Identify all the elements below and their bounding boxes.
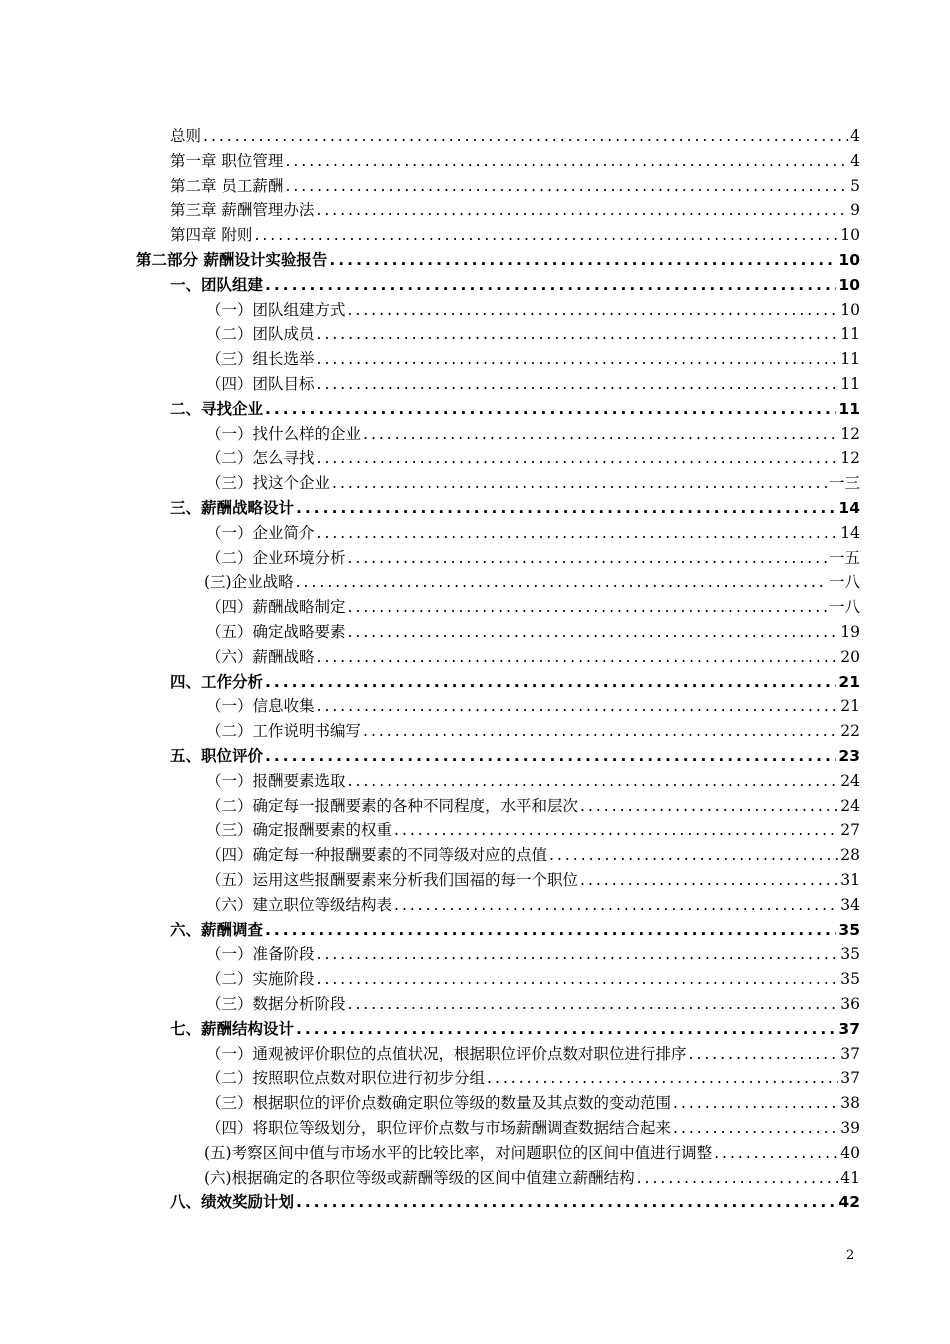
toc-entry-title: （六）建立职位等级结构表 <box>206 895 393 914</box>
toc-entry[interactable] <box>206 719 860 744</box>
toc-entry[interactable] <box>206 422 860 447</box>
toc-entry-title: 八、绩效奖励计划 <box>170 1193 295 1212</box>
toc-entry-page: 一八 <box>828 573 860 592</box>
toc-entry[interactable] <box>206 521 860 546</box>
toc-entry[interactable] <box>206 893 860 918</box>
toc-dot-leader <box>348 620 839 645</box>
toc-dot-leader <box>348 595 827 620</box>
toc-entry[interactable] <box>170 1017 860 1042</box>
toc-entry[interactable] <box>206 471 860 496</box>
toc-entry[interactable] <box>206 347 860 372</box>
toc-entry[interactable] <box>170 744 860 769</box>
toc-entry[interactable] <box>170 149 860 174</box>
toc-entry[interactable] <box>206 322 860 347</box>
toc-dot-leader <box>348 769 839 794</box>
toc-entry[interactable] <box>206 645 860 670</box>
toc-entry-page: 11 <box>840 375 860 393</box>
toc-entry[interactable] <box>170 124 860 149</box>
toc-entry-page: 10 <box>840 226 860 245</box>
toc-entry-page: 一八 <box>828 598 860 617</box>
toc-entry[interactable] <box>206 967 860 992</box>
toc-entry-page: 4 <box>850 127 860 145</box>
toc-entry-title: （三）数据分析阶段 <box>206 995 346 1013</box>
toc-entry[interactable] <box>206 794 860 819</box>
toc-dot-leader <box>637 1166 839 1191</box>
toc-entry-page: 12 <box>840 424 860 443</box>
toc-entry-title: （五）运用这些报酬要素来分析我们国福的每一个职位 <box>206 871 579 889</box>
toc-entry[interactable] <box>170 397 860 422</box>
toc-entry-page: 37 <box>840 1044 860 1063</box>
toc-dot-leader <box>487 1066 838 1091</box>
toc-entry[interactable] <box>170 174 860 199</box>
toc-entry-title: （四）团队目标 <box>206 375 315 393</box>
toc-entry[interactable] <box>170 198 860 223</box>
toc-entry-title: 第三章 薪酬管理办法 <box>170 201 315 220</box>
toc-entry-title: 七、薪酬结构设计 <box>170 1019 295 1038</box>
toc-entry-title: （四）薪酬战略制定 <box>206 598 346 617</box>
toc-entry-title: （三）确定报酬要素的权重 <box>206 821 393 840</box>
toc-dot-leader <box>673 1091 838 1116</box>
toc-entry-page: 28 <box>840 846 860 865</box>
toc-entry[interactable] <box>206 769 860 794</box>
toc-entry-title: 二、寻找企业 <box>170 399 264 418</box>
toc-entry-page: 4 <box>850 151 860 170</box>
toc-entry-title: 总则 <box>170 127 202 145</box>
toc-entry[interactable] <box>204 570 860 595</box>
toc-dot-leader <box>363 719 838 744</box>
toc-entry[interactable] <box>206 546 860 571</box>
toc-entry-title: 第一章 职位管理 <box>170 151 284 170</box>
toc-entry-title: (三)企业战略 <box>204 573 294 592</box>
toc-dot-leader <box>317 521 839 546</box>
toc-entry-title: （四）将职位等级划分，职位评价点数与市场薪酬调查数据结合起来 <box>206 1119 672 1137</box>
toc-entry-title: （六）薪酬战略 <box>206 647 315 666</box>
toc-dot-leader <box>265 744 836 769</box>
toc-dot-leader <box>285 149 848 174</box>
toc-dot-leader <box>317 942 839 967</box>
toc-entry-page: 11 <box>840 350 860 369</box>
toc-dot-leader <box>317 322 839 347</box>
toc-dot-leader <box>316 198 848 223</box>
toc-entry-page: 一五 <box>828 548 860 567</box>
toc-dot-leader <box>394 818 838 843</box>
toc-dot-leader <box>317 446 839 471</box>
toc-entry-title: （一）找什么样的企业 <box>206 424 362 443</box>
toc-entry-page: 11 <box>838 399 860 418</box>
toc-entry-title: (五)考察区间中值与市场水平的比较比率，对问题职位的区间中值进行调整 <box>204 1143 713 1162</box>
toc-dot-leader <box>265 397 836 422</box>
toc-dot-leader <box>673 1116 838 1141</box>
toc-entry[interactable] <box>204 1166 860 1191</box>
toc-entry-title: （二）按照职位点数对职位进行初步分组 <box>206 1069 486 1088</box>
toc-entry-title: （一）报酬要素选取 <box>206 771 346 790</box>
toc-entry-page: 40 <box>840 1143 860 1162</box>
toc-entry-page: 19 <box>840 623 860 641</box>
toc-entry-title: 第二部分 薪酬设计实验报告 <box>136 251 328 269</box>
toc-entry[interactable] <box>206 992 860 1017</box>
toc-entry-title: 五、职位评价 <box>170 747 264 765</box>
toc-dot-leader <box>317 347 839 372</box>
toc-entry-page: 20 <box>840 647 860 666</box>
toc-dot-leader <box>363 422 838 447</box>
toc-dot-leader <box>285 174 848 199</box>
toc-entry-page: 27 <box>840 821 860 840</box>
toc-entry-title: （二）企业环境分析 <box>206 548 346 567</box>
toc-entry[interactable] <box>206 372 860 397</box>
toc-entry-page: 42 <box>838 1193 860 1212</box>
toc-entry-title: （一）企业简介 <box>206 523 315 542</box>
toc-entry-page: 38 <box>840 1094 860 1113</box>
toc-entry-title: 四、工作分析 <box>170 672 264 691</box>
toc-entry-title: 一、团队组建 <box>170 275 264 294</box>
toc-entry-title: （一）通观被评价职位的点值状况，根据职位评价点数对职位进行排序 <box>206 1044 687 1063</box>
toc-entry[interactable] <box>206 1116 860 1141</box>
toc-dot-leader <box>254 223 838 248</box>
toc-entry-page: 9 <box>850 201 860 220</box>
toc-entry-page: 24 <box>840 796 860 815</box>
toc-entry-page: 5 <box>850 176 860 195</box>
toc-entry-page: 31 <box>840 871 860 889</box>
toc-dot-leader <box>580 868 838 893</box>
toc-entry-title: （二）团队成员 <box>206 325 315 344</box>
toc-dot-leader <box>332 471 827 496</box>
toc-entry-page: 12 <box>840 449 860 468</box>
toc-dot-leader <box>296 1017 836 1042</box>
toc-entry[interactable] <box>206 868 860 893</box>
toc-dot-leader <box>329 248 836 273</box>
toc-entry[interactable] <box>206 595 860 620</box>
toc-dot-leader <box>265 670 836 695</box>
toc-entry[interactable] <box>206 446 860 471</box>
toc-entry-page: 37 <box>838 1019 860 1038</box>
toc-entry[interactable] <box>206 1042 860 1067</box>
toc-entry[interactable] <box>206 1091 860 1116</box>
toc-entry[interactable] <box>206 818 860 843</box>
toc-dot-leader <box>265 273 836 298</box>
toc-entry[interactable] <box>170 223 860 248</box>
toc-dot-leader <box>348 546 827 571</box>
toc-entry-title: （三）根据职位的评价点数确定职位等级的数量及其点数的变动范围 <box>206 1094 672 1113</box>
toc-entry[interactable] <box>206 942 860 967</box>
toc-entry-page: 37 <box>840 1069 860 1088</box>
toc-dot-leader <box>549 843 838 868</box>
toc-entry-page: 34 <box>840 895 860 914</box>
toc-entry[interactable] <box>206 620 860 645</box>
toc-entry-title: （一）团队组建方式 <box>206 300 346 319</box>
toc-dot-leader <box>317 694 839 719</box>
toc-dot-leader <box>317 372 839 397</box>
toc-dot-leader <box>348 298 839 323</box>
toc-entry-page: 35 <box>840 970 860 989</box>
toc-dot-leader <box>714 1141 838 1166</box>
toc-entry-page: 14 <box>840 523 860 542</box>
toc-entry-page: 24 <box>840 771 860 790</box>
toc-entry[interactable] <box>204 1141 860 1166</box>
toc-entry-title: （二）工作说明书编写 <box>206 722 362 741</box>
toc-dot-leader <box>265 918 836 943</box>
toc-entry-page: 41 <box>840 1168 860 1187</box>
toc-dot-leader <box>296 496 836 521</box>
toc-entry-page: 23 <box>838 747 860 765</box>
toc-dot-leader <box>203 124 848 149</box>
toc-dot-leader <box>317 967 839 992</box>
toc-entry-page: 10 <box>840 300 860 319</box>
toc-entry-title: （一）准备阶段 <box>206 945 315 964</box>
toc-entry-page: 35 <box>838 920 860 939</box>
toc-entry-page: 39 <box>840 1119 860 1137</box>
toc-entry[interactable] <box>136 248 860 273</box>
toc-entry[interactable] <box>206 1066 860 1091</box>
toc-entry-title: (六)根据确定的各职位等级或薪酬等级的区间中值建立薪酬结构 <box>204 1168 635 1187</box>
toc-entry-title: （一）信息收集 <box>206 697 315 716</box>
toc-entry-title: （二）确定每一报酬要素的各种不同程度，水平和层次 <box>206 796 579 815</box>
toc-entry-page: 11 <box>840 325 860 344</box>
toc-entry[interactable] <box>206 843 860 868</box>
toc-entry[interactable] <box>170 496 860 521</box>
toc-dot-leader <box>317 645 839 670</box>
toc-entry[interactable] <box>170 670 860 695</box>
toc-entry-page: 10 <box>838 251 860 269</box>
toc-entry-title: （五）确定战略要素 <box>206 623 346 641</box>
toc-entry-page: 21 <box>840 697 860 716</box>
toc-entry[interactable] <box>206 298 860 323</box>
toc-entry-title: 第二章 员工薪酬 <box>170 176 284 195</box>
toc-entry-title: （三）找这个企业 <box>206 474 331 493</box>
toc-entry-page: 36 <box>840 995 860 1013</box>
toc-dot-leader <box>580 794 838 819</box>
toc-entry[interactable] <box>170 918 860 943</box>
toc-entry[interactable] <box>170 1190 860 1215</box>
toc-entry-title: （二）实施阶段 <box>206 970 315 989</box>
toc-entry-page: 14 <box>838 499 860 517</box>
toc-entry[interactable] <box>206 694 860 719</box>
toc-entry-title: （二）怎么寻找 <box>206 449 315 468</box>
toc-entry-title: 六、薪酬调查 <box>170 920 264 939</box>
toc-entry-page: 35 <box>840 945 860 964</box>
page-number: 2 <box>846 1248 855 1263</box>
toc-entry-page: 一三 <box>828 474 860 493</box>
toc-dot-leader <box>296 570 827 595</box>
toc-entry[interactable] <box>170 273 860 298</box>
toc-dot-leader <box>296 1190 836 1215</box>
toc-dot-leader <box>689 1042 839 1067</box>
toc-entry-page: 10 <box>838 275 860 294</box>
toc-dot-leader <box>394 893 838 918</box>
toc-dot-leader <box>348 992 839 1017</box>
toc-entry-title: 三、薪酬战略设计 <box>170 499 295 517</box>
toc-entry-title: （三）组长选举 <box>206 350 315 369</box>
toc-entry-page: 22 <box>840 722 860 741</box>
toc-entry-page: 21 <box>838 672 860 691</box>
toc-entry-title: （四）确定每一种报酬要素的不同等级对应的点值 <box>206 846 548 865</box>
toc-entry-title: 第四章 附则 <box>170 226 253 245</box>
